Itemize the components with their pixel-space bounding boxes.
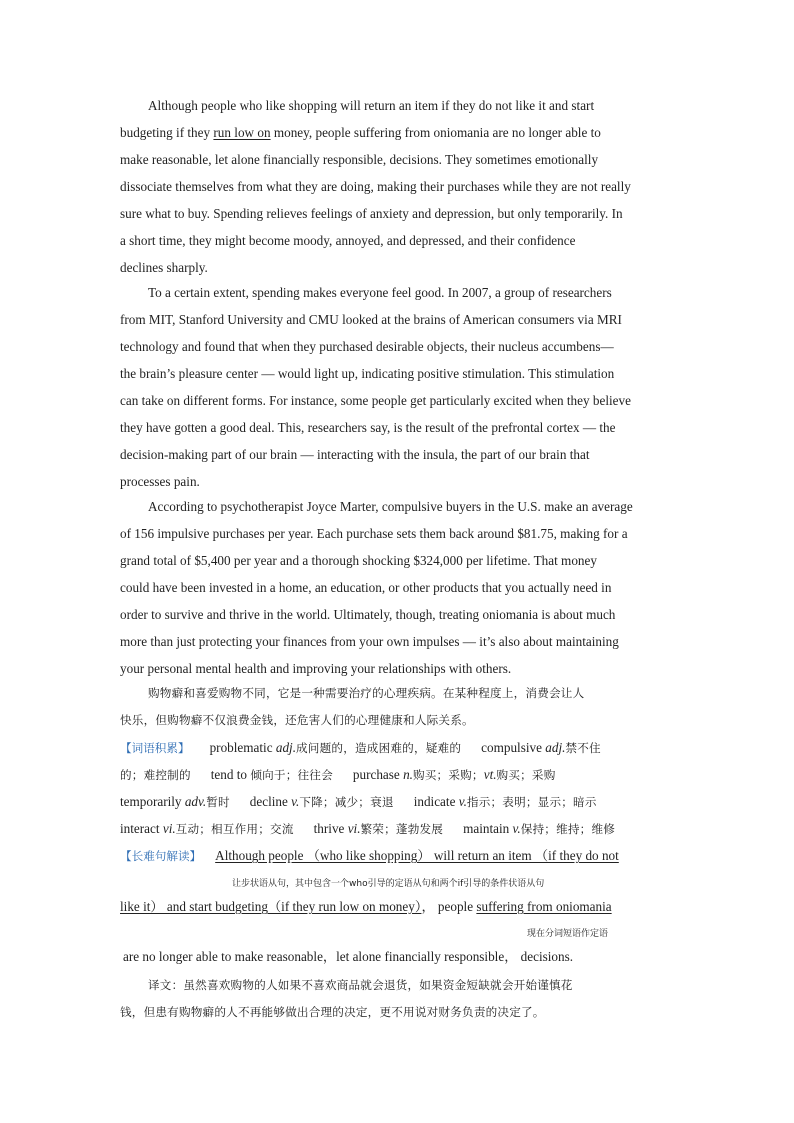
part-of-speech: vi. <box>347 821 361 836</box>
passage-line: processes pain. <box>120 474 200 489</box>
part-of-speech: adj. <box>545 740 566 755</box>
analyzed-phrase: suffering from oniomania <box>476 899 612 914</box>
definition: 暂时 <box>206 795 230 809</box>
passage-line: grand total of $5,400 per year and a thorough shocking $324,000 per lifetime. That money <box>120 553 597 568</box>
passage-line: decision-making part of our brain — interacting with the insula, the part of our brain that <box>120 447 590 462</box>
part-of-speech: v. <box>512 821 521 836</box>
passage-line: According to psychotherapist Joyce Marter, compulsive buyers in the U.S. make an average <box>148 499 633 514</box>
definition: 购买；采购； <box>412 768 484 782</box>
grammar-note: 让步状语从句，其中包含一个who引导的定语从句和两个if引导的条件状语从句 <box>232 879 545 889</box>
part-of-speech: adj. <box>275 740 297 755</box>
passage-line: your personal mental health and improving your relationships with others. <box>120 661 512 676</box>
definition: 倾向于；往往会 <box>250 768 333 782</box>
part-of-speech: n. <box>403 767 413 782</box>
underlined-phrase: run low on <box>213 125 271 140</box>
passage-line: of 156 impulsive purchases per year. Each purchase sets them back around $81.75, making for a <box>120 526 628 541</box>
passage-line: sure what to buy. Spending relieves feelings of anxiety and depression, but only temporarily. In <box>120 206 623 221</box>
translation-line: 译文：虽然喜欢购物的人如果不喜欢商品就会退货，如果资金短缺就会开始谨慎花 <box>148 978 573 992</box>
passage-line: Although people who like shopping will return an item if they do not like it and start <box>148 98 595 113</box>
vocab-word: interact <box>120 821 163 836</box>
definition: 保持；维持；维修 <box>520 822 616 836</box>
analysis-tag: 【长难句解读】 <box>120 849 202 863</box>
passage-line: make reasonable, let alone financially responsible, decisions. They sometimes emotionally <box>120 152 599 167</box>
part-of-speech: v. <box>458 794 467 809</box>
vocab-word: maintain <box>463 821 513 836</box>
passage-line: more than just protecting your finances from your own impulses — it’s also about maintaining <box>120 634 619 649</box>
passage-line: they have gotten a good deal. This, researchers say, is the result of the prefrontal cortex — the <box>120 420 616 435</box>
vocab-word: purchase <box>352 767 404 782</box>
definition: 成问题的，造成困难的，疑难的 <box>296 741 462 755</box>
grammar-note: 现在分词短语作定语 <box>527 929 609 939</box>
passage-line: dissociate themselves from what they are doing, making their purchases while they are not really <box>120 179 631 194</box>
vocab-line <box>120 739 680 757</box>
definition: 购买；采购 <box>496 768 556 782</box>
vocab-line <box>120 820 680 838</box>
summary-line: 快乐，但购物癖不仅浪费金钱，还危害人们的心理健康和人际关系。 <box>120 713 474 727</box>
passage-line: order to survive and thrive in the world. Ultimately, though, treating oniomania is about much <box>120 607 616 622</box>
part-of-speech: vi. <box>162 821 176 836</box>
vocab-line <box>120 766 680 784</box>
passage-line: could have been invested in a home, an education, or other products that you actually need in <box>120 580 612 595</box>
passage-line: from MIT, Stanford University and CMU looked at the brains of American consumers via MRI <box>120 312 622 327</box>
part-of-speech: v. <box>291 794 300 809</box>
vocab-word: compulsive <box>481 740 546 755</box>
analyzed-clause: like it） and start budgeting（if they run low on money） <box>120 899 422 914</box>
definition: 互动；相互作用；交流 <box>175 822 294 836</box>
vocab-word: indicate <box>413 794 459 809</box>
summary-line: 购物癖和喜爱购物不同，它是一种需要治疗的心理疾病。在某种程度上，消费会让人 <box>148 686 585 700</box>
line-text: budgeting if they <box>120 125 214 140</box>
definition: 禁不住 <box>565 741 601 755</box>
part-of-speech: vt. <box>483 767 497 782</box>
vocab-tag: 【词语积累】 <box>120 741 190 755</box>
analyzed-clause: Although people （who like shopping） will return an item （if they do not <box>215 848 619 863</box>
analysis-line: are no longer able to make reasonable，let alone financially responsible， decisions. <box>123 949 574 964</box>
passage-line: technology and found that when they purchased desirable objects, their nucleus accumbens— <box>120 339 614 354</box>
passage-line: To a certain extent, spending makes everyone feel good. In 2007, a group of researchers <box>148 285 612 300</box>
passage-line: declines sharply. <box>120 260 208 275</box>
passage-line: a short time, they might become moody, annoyed, and depressed, and their confidence <box>120 233 576 248</box>
vocab-word: decline <box>249 794 292 809</box>
analysis-line <box>120 847 680 865</box>
passage-line: can take on different forms. For instance, some people get particularly excited when they believe <box>120 393 631 408</box>
definition: 指示；表明；显示；暗示 <box>466 795 597 809</box>
analysis-line <box>120 898 680 916</box>
line-text: ， people <box>421 899 477 914</box>
vocab-word: temporarily <box>120 794 185 809</box>
passage-line <box>120 124 680 142</box>
vocab-word: problematic <box>209 740 276 755</box>
definition: 的；难控制的 <box>120 768 191 782</box>
vocab-word: thrive <box>313 821 348 836</box>
part-of-speech: adv. <box>184 794 207 809</box>
line-text: money, people suffering from oniomania are no longer able to <box>270 125 601 140</box>
definition: 繁荣；蓬勃发展 <box>360 822 444 836</box>
translation-line: 钱，但患有购物癖的人不再能够做出合理的决定，更不用说对财务负责的决定了。 <box>120 1005 545 1019</box>
vocab-line <box>120 793 680 811</box>
passage-line: the brain’s pleasure center — would light up, indicating positive stimulation. This stimulation <box>120 366 615 381</box>
vocab-word: tend to <box>210 767 251 782</box>
definition: 下降；减少；衰退 <box>299 795 394 809</box>
